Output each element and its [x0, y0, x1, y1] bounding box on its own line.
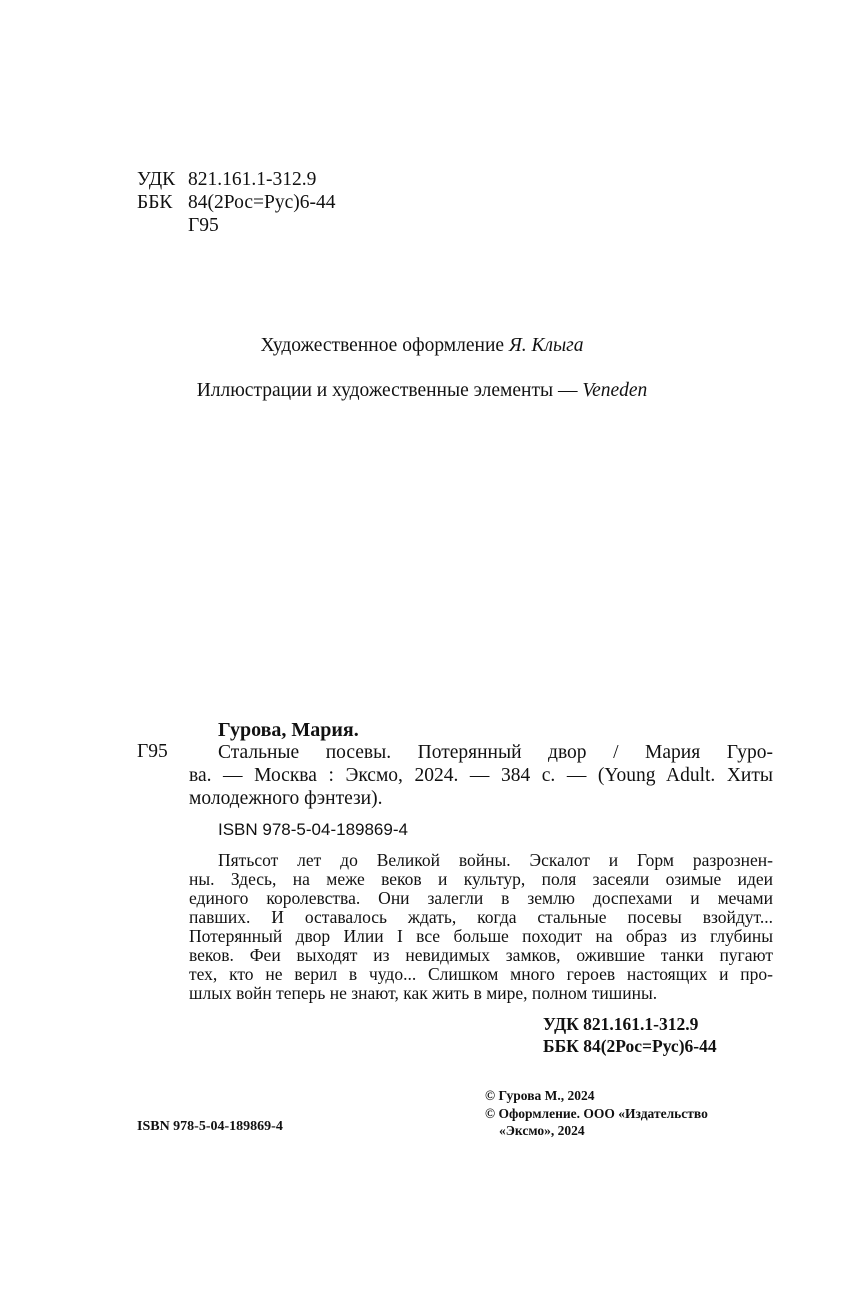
design-credit-name: Я. Клыга [508, 335, 584, 356]
design-credit-prefix: Художественное оформление [260, 335, 509, 356]
description-line: молодежного фэнтези). [189, 788, 383, 809]
description-line: Стальные посевы. Потерянный двор / Мария Гуро- [218, 742, 773, 763]
catalog-isbn: ISBN 978-5-04-189869-4 [218, 820, 408, 839]
catalog-description [189, 741, 773, 810]
author-code: Г95 [188, 215, 219, 236]
copyright-design-cont: «Эксмо», 2024 [499, 1123, 585, 1138]
annotation-line: ны. Здесь, на меже веков и культур, поля засеяли озимые идеи [189, 869, 773, 889]
isbn-bottom: ISBN 978-5-04-189869-4 [137, 1119, 283, 1134]
bbk-value: 84(2Рос=Рус)6-44 [188, 192, 336, 213]
bbk-label: ББК [137, 192, 173, 213]
illustrations-credit [0, 380, 844, 402]
annotation [189, 851, 773, 1003]
udk-label: УДК [137, 169, 176, 190]
bbk-bottom: ББК 84(2Рос=Рус)6-44 [543, 1036, 717, 1056]
annotation-line: шлых войн теперь не знают, как жить в мире, полном тишины. [189, 983, 658, 1003]
udk-row [137, 168, 335, 191]
udk-bottom: УДК 821.161.1-312.9 [543, 1014, 699, 1034]
annotation-line: единого королевства. Они залегли в землю доспехами и мечами [189, 888, 773, 908]
udk-value: 821.161.1-312.9 [188, 169, 317, 190]
copyright-author: © Гурова М., 2024 [485, 1088, 595, 1103]
classification-block-top [137, 168, 335, 237]
author-code-row [137, 214, 335, 237]
illustrations-credit-name: Veneden [582, 380, 648, 401]
annotation-line: павших. И оставалось ждать, когда стальные посевы взойдут... [189, 907, 773, 927]
copyright-block [485, 1087, 708, 1140]
copyright-design: © Оформление. ООО «Издательство [485, 1105, 708, 1121]
annotation-line: веков. Феи выходят из невидимых замков, ожившие танки пугают [189, 945, 773, 965]
annotation-line: тех, кто не верил в чудо... Слишком много героев настоящих и про- [189, 964, 773, 984]
design-credit [0, 335, 844, 357]
classification-block-bottom [543, 1013, 717, 1057]
annotation-line: Потерянный двор Илии I все больше походит на образ из глубины [189, 926, 773, 946]
annotation-line: Пятьсот лет до Великой войны. Эскалот и Горм разрознен- [218, 850, 773, 870]
illustrations-credit-prefix: Иллюстрации и художественные элементы — [196, 380, 583, 401]
bbk-row [137, 191, 335, 214]
description-line: ва. — Москва : Эксмо, 2024. — 384 с. — (Young Adult. Хиты [189, 765, 773, 786]
catalog-author: Гурова, Мария. [218, 719, 359, 741]
catalog-code: Г95 [137, 741, 168, 762]
